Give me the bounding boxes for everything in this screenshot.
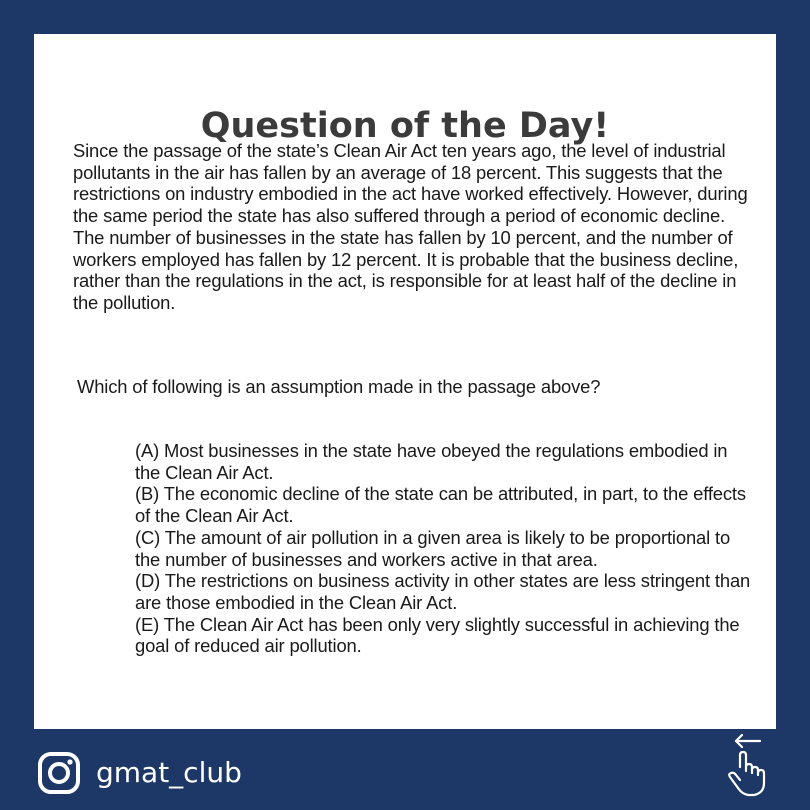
question-card	[34, 34, 776, 729]
option-e[interactable]: (E) The Clean Air Act has been only very slightly successful in achieving the goal of reduced air pollution.	[135, 613, 740, 657]
swipe-hand-icon	[720, 733, 776, 799]
option-b[interactable]: (B) The economic decline of the state can be attributed, in part, to the effects of the Clean Air Act.	[135, 483, 746, 527]
instagram-icon[interactable]	[37, 751, 81, 795]
account-handle[interactable]: gmat_club	[96, 756, 242, 789]
page-title: Question of the Day!	[200, 106, 610, 146]
passage-text: Since the passage of the state’s Clean Air Act ten years ago, the level of industrial pollutants in the air has fallen by an average of 18 percent. This suggests that the restrictions on industry embodied in the act have worked effectively. However, during the same period the state has also suffered through a period of economic decline. The number of businesses in the state has fallen by 10 percent, and the number of workers employed has fallen by 12 percent. It is probable that the business decline, rather than the regulations in the act, is responsible for at least half of the decline in the pollution.	[73, 140, 748, 313]
option-d[interactable]: (D) The restrictions on business activity in other states are less stringent than are those embodied in the Clean Air Act.	[135, 570, 751, 613]
question-stem: Which of following is an assumption made in the passage above?	[77, 376, 601, 397]
answer-options	[135, 440, 755, 657]
option-c[interactable]: (C) The amount of air pollution in a given area is likely to be proportional to the number of businesses and workers active in that area.	[135, 526, 731, 570]
option-a[interactable]: (A) Most businesses in the state have obeyed the regulations embodied in the Clean Air Act.	[135, 440, 728, 483]
